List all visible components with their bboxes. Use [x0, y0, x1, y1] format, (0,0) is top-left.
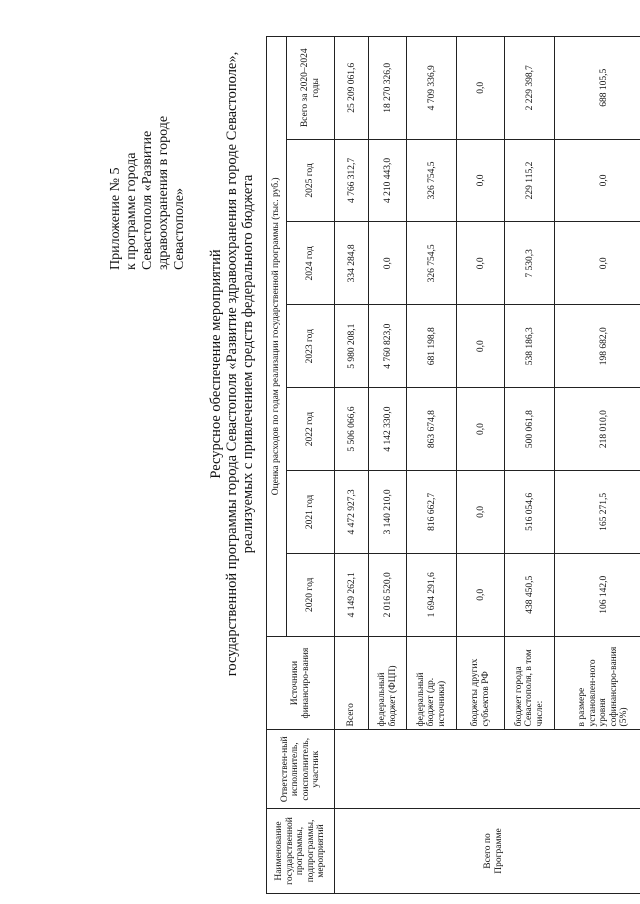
value-cell: 0,0 [457, 305, 505, 388]
appendix-line: Севастополе» [172, 187, 187, 270]
title-line: государственной программы города Севастополя «Развитие здравоохранения в городе Севастополе», [224, 51, 240, 677]
header-name: Наименование государственной программы, подпрограммы, мероприятий [267, 808, 335, 893]
header-year: 2024 год [287, 222, 335, 305]
table-row [335, 37, 369, 894]
header-year: 2021 год [287, 470, 335, 553]
header-year-total: Всего за 2020–2024 годы [287, 37, 335, 140]
value-cell: 816 662,7 [407, 470, 457, 553]
value-cell: 165 271,5 [555, 470, 640, 553]
appendix-line: к программе города [124, 152, 139, 270]
value-cell: 25 209 061,6 [335, 37, 369, 140]
value-cell: 438 450,5 [505, 553, 555, 636]
document-title [208, 24, 256, 704]
value-cell: 18 270 326,0 [369, 37, 407, 140]
value-cell: 2 229 398,7 [505, 37, 555, 140]
value-cell: 1 694 291,6 [407, 553, 457, 636]
header-sources: Источники финансиро-вания [267, 636, 335, 730]
value-cell: 5 506 066,6 [335, 388, 369, 471]
value-cell: 0,0 [555, 222, 640, 305]
value-cell: 681 198,8 [407, 305, 457, 388]
value-cell: 4 760 823,0 [369, 305, 407, 388]
value-cell: 4 709 336,9 [407, 37, 457, 140]
header-year: 2022 год [287, 388, 335, 471]
appendix-line: Севастополя «Развитие [140, 130, 155, 270]
executor-cell [335, 730, 640, 809]
value-cell: 538 186,3 [505, 305, 555, 388]
appendix-header [108, 30, 188, 270]
header-estimate: Оценка расходов по годам реализации государственной программы (тыс. руб.) [267, 37, 287, 637]
value-cell: 0,0 [457, 222, 505, 305]
value-cell: 0,0 [457, 470, 505, 553]
header-year: 2020 год [287, 553, 335, 636]
value-cell: 0,0 [457, 139, 505, 222]
header-executor: Ответствен-ный исполнитель, соисполнитель, участник [267, 730, 335, 809]
value-cell: 4 149 262,1 [335, 553, 369, 636]
value-cell: 0,0 [369, 222, 407, 305]
source-cell: федеральный бюджет (ФЦП) [369, 636, 407, 730]
value-cell: 4 210 443,0 [369, 139, 407, 222]
title-line: реализуемых с привлечением средств федерального бюджета [240, 174, 256, 554]
value-cell: 5 980 208,1 [335, 305, 369, 388]
value-cell: 229 115,2 [505, 139, 555, 222]
source-cell: федеральный бюджет (др. источники) [407, 636, 457, 730]
value-cell: 516 054,6 [505, 470, 555, 553]
value-cell: 7 530,3 [505, 222, 555, 305]
value-cell: 326 754,5 [407, 222, 457, 305]
value-cell: 3 140 210,0 [369, 470, 407, 553]
resource-table [266, 36, 640, 894]
header-year: 2023 год [287, 305, 335, 388]
appendix-line: Приложение № 5 [108, 167, 123, 270]
value-cell: 0,0 [457, 553, 505, 636]
value-cell: 688 105,5 [555, 37, 640, 140]
value-cell: 4 142 330,0 [369, 388, 407, 471]
value-cell: 4 472 927,3 [335, 470, 369, 553]
appendix-line: здравоохранения в городе [156, 115, 171, 270]
value-cell: 0,0 [555, 139, 640, 222]
program-name-cell: Всего по Программе [335, 808, 640, 893]
value-cell: 198 682,0 [555, 305, 640, 388]
source-cell: Всего [335, 636, 369, 730]
value-cell: 2 016 520,0 [369, 553, 407, 636]
value-cell: 4 766 312,7 [335, 139, 369, 222]
value-cell: 0,0 [457, 37, 505, 140]
title-line: Ресурсное обеспечение мероприятий [208, 249, 224, 479]
value-cell: 863 674,8 [407, 388, 457, 471]
source-cell: в размере установлен-ного уровня софинансиро-вания (5%) [555, 636, 640, 730]
value-cell: 106 142,0 [555, 553, 640, 636]
source-cell: бюджеты других субъектов РФ [457, 636, 505, 730]
value-cell: 500 061,8 [505, 388, 555, 471]
value-cell: 334 284,8 [335, 222, 369, 305]
value-cell: 218 010,0 [555, 388, 640, 471]
value-cell: 326 754,5 [407, 139, 457, 222]
header-year: 2025 год [287, 139, 335, 222]
value-cell: 0,0 [457, 388, 505, 471]
source-cell: бюджет города Севастополя, в том числе: [505, 636, 555, 730]
